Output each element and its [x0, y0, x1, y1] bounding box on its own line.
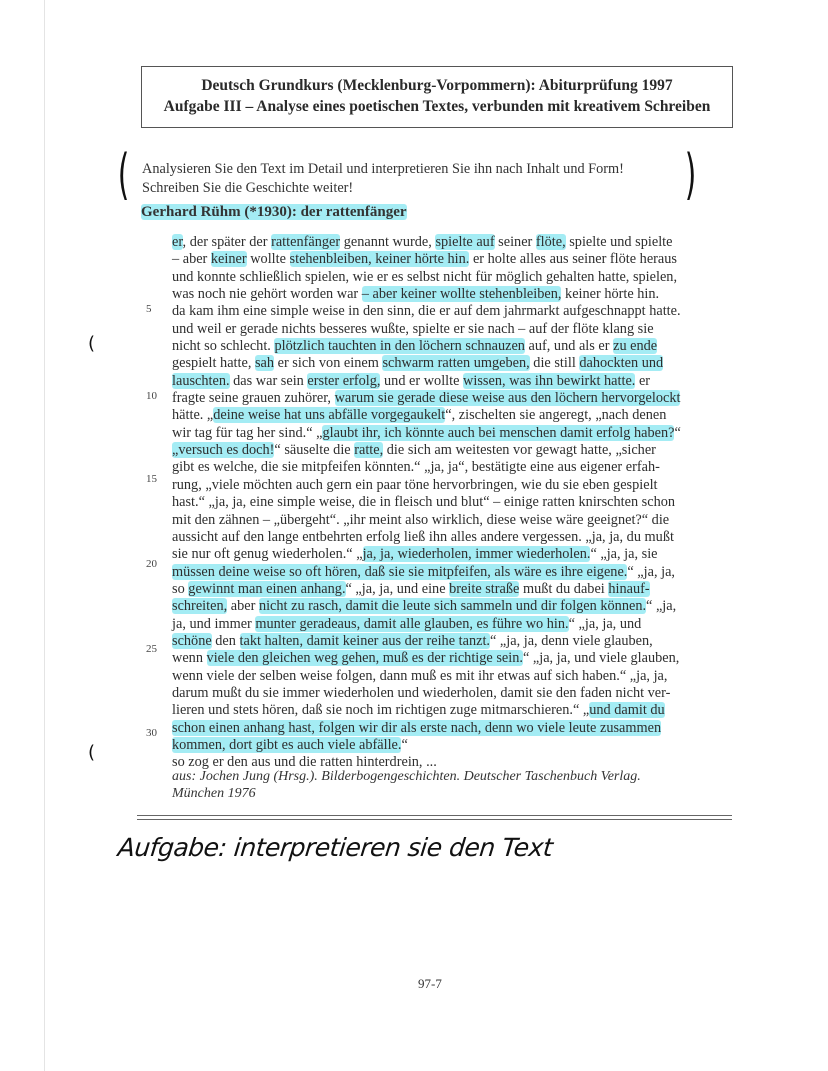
highlighted-text: schon einen anhang hast, folgen wir dir als erste nach, denn wo viele leute zusammen	[172, 719, 662, 736]
highlighted-text: rattenfänger	[271, 234, 341, 250]
text-segment: “, zischelten sie angeregt, „nach denen	[445, 407, 667, 424]
line-number-5: 5	[146, 303, 152, 315]
text-segment: seiner	[494, 234, 536, 250]
text-segment: “ säuselte die	[274, 442, 355, 459]
poem-line	[172, 598, 734, 615]
highlighted-text: warum sie gerade diese weise aus den löchern hervorgelockt	[334, 390, 681, 407]
highlighted-text: ja, ja, wiederholen, immer wiederholen.	[362, 546, 591, 563]
text-segment: und konnte schließlich spielen, wie er es selbst nicht für möglich gehalten hatte, spielen,	[172, 268, 678, 285]
poem-line	[172, 355, 734, 372]
divider-line	[137, 819, 732, 820]
text-segment: mit den zähnen – „übergeht“. „ihr meint also wirklich, diese weise wäre geeignet?“ die	[172, 511, 670, 528]
poem-line	[172, 650, 734, 667]
text-segment: so zog er den aus und die ratten hinterdrein, ...	[172, 754, 437, 771]
poem-line	[172, 425, 734, 442]
margin-mark: (	[88, 333, 96, 354]
text-segment: auf, und als er	[524, 338, 614, 355]
text-segment: “ „ja,	[646, 598, 677, 615]
highlighted-text: breite straße	[449, 580, 520, 597]
highlighted-text: ratte,	[354, 442, 384, 459]
divider-line	[137, 815, 732, 816]
highlighted-text: takt halten, damit keiner aus der reihe tanzt.	[239, 632, 490, 649]
text-segment: die still	[529, 355, 580, 372]
line-number-25: 25	[146, 643, 157, 655]
handwritten-task-note: Aufgabe: interpretieren sie den Text	[116, 833, 554, 862]
highlighted-text: müssen deine weise so oft hören, daß sie sie mitpfeifen, als wäre es ihre eigene.	[172, 563, 628, 580]
poem-line	[172, 668, 734, 685]
author-title	[141, 204, 407, 221]
poem-line	[172, 633, 734, 650]
poem-line	[172, 720, 734, 737]
text-segment: aussicht auf den lange entbehrten erfolg ließ ihn alles andere vergessen. „ja, ja, du mußt	[172, 528, 674, 545]
highlighted-text: schreiten,	[172, 598, 228, 615]
highlighted-text: spielte auf	[435, 234, 495, 250]
text-segment: fragte seine grauen zuhörer,	[172, 390, 335, 407]
poem-text	[172, 234, 734, 772]
poem-line	[172, 685, 734, 702]
poem-line	[172, 529, 734, 546]
margin-mark: (	[88, 742, 96, 763]
poem-line	[172, 564, 734, 581]
source-citation	[172, 768, 732, 802]
text-segment: “ „ja, ja, und eine	[345, 580, 450, 597]
text-segment: die sich am weitesten vor gewagt hatte, „sicher	[383, 442, 656, 459]
text-segment: nicht so schlecht.	[172, 338, 275, 355]
text-segment: keiner hörte hin.	[561, 286, 660, 303]
text-segment: rung, „viele möchten auch gern ein paar töne hervorbringen, wie du sie eben gespielt	[172, 476, 658, 493]
handwritten-paren-open: (	[117, 143, 130, 206]
poem-line	[172, 338, 734, 355]
text-segment: “ „ja, ja, und	[568, 615, 642, 632]
highlighted-text: schöne	[172, 632, 212, 649]
highlighted-text: sah	[254, 355, 275, 372]
poem-line	[172, 251, 734, 268]
highlighted-text: deine weise hat uns abfälle vorgegaukelt	[213, 407, 446, 424]
exam-header-line-2: Aufgabe III – Analyse eines poetischen Textes, verbunden mit kreativem Schreiben	[163, 98, 711, 115]
task-instructions	[142, 160, 702, 198]
text-segment: sie nur oft genug wiederholen.“ „	[172, 546, 363, 563]
highlighted-text: gewinnt man einen anhang.	[188, 580, 346, 597]
highlighted-text: hinauf-	[608, 580, 650, 597]
instruction-line-1: Analysieren Sie den Text im Detail und interpretieren Sie ihn nach Inhalt und Form!	[142, 161, 624, 177]
highlighted-text: „versuch es doch!	[172, 442, 275, 459]
line-number-30: 30	[146, 727, 157, 739]
poem-line	[172, 702, 734, 719]
text-segment: “ „ja, ja, sie	[590, 546, 658, 563]
text-segment: aber	[227, 598, 259, 615]
highlighted-text: – aber keiner wollte stehenbleiben,	[361, 286, 562, 303]
text-segment: – aber	[172, 251, 211, 268]
text-segment: wir tag für tag her sind.“ „	[172, 424, 323, 441]
handwritten-paren-close: )	[684, 143, 697, 206]
poem-line	[172, 373, 734, 390]
poem-line	[172, 477, 734, 494]
highlighted-text: munter geradeaus, damit alle glauben, es führe wo hin.	[255, 615, 569, 632]
page-edge	[44, 0, 45, 1071]
text-segment: genannt wurde,	[340, 234, 436, 250]
poem-line	[172, 286, 734, 303]
poem-line	[172, 616, 734, 633]
text-segment: wenn viele der selben weise folgen, dann muß es mit ihr etwas auf sich haben.“ „ja, ja,	[172, 667, 668, 684]
text-segment: so	[172, 580, 189, 597]
text-segment: “ „ja, ja, und viele glauben,	[522, 650, 680, 667]
text-segment: mußt du dabei	[519, 580, 609, 597]
highlighted-text: erster erfolg,	[307, 372, 381, 389]
text-segment: “ „ja, ja, denn viele glauben,	[490, 632, 653, 649]
text-segment: “	[674, 424, 681, 441]
text-segment: hast.“ „ja, ja, eine simple weise, die in fleisch und blut“ – einige ratten knirschten schon	[172, 494, 676, 511]
text-segment: er	[635, 372, 651, 389]
text-segment: “	[401, 736, 408, 753]
poem-line	[172, 407, 734, 424]
text-segment: spielte und spielte	[565, 234, 673, 250]
highlighted-text: schwarm ratten umgeben,	[382, 355, 530, 372]
exam-header-box	[141, 66, 733, 128]
poem-line	[172, 459, 734, 476]
author-title-text: Gerhard Rühm (*1930): der rattenfänger	[141, 204, 407, 220]
text-segment: er holte alles aus seiner flöte heraus	[469, 251, 677, 268]
page-number: 97-7	[418, 976, 442, 991]
text-segment: “ „ja, ja,	[627, 563, 675, 580]
text-segment: das war sein	[229, 372, 308, 389]
highlighted-text: zu ende	[613, 338, 658, 355]
highlighted-text: flöte,	[535, 234, 566, 250]
text-segment: da kam ihm eine simple weise in den sinn, die er auf dem jahrmarkt aufgeschnappt hatte.	[172, 303, 681, 320]
text-segment: den	[211, 632, 240, 649]
poem-line	[172, 303, 734, 320]
text-segment: ja, und immer	[172, 615, 256, 632]
text-segment: , der später der	[182, 234, 272, 250]
source-line-2: München 1976	[172, 786, 256, 801]
highlighted-text: lauschten.	[172, 372, 230, 389]
poem-line	[172, 269, 734, 286]
poem-line	[172, 321, 734, 338]
poem-line	[172, 390, 734, 407]
text-segment: darum mußt du sie immer wiederholen und wiederholen, damit sie den faden nicht ver-	[172, 684, 671, 701]
text-segment: was noch nie gehört worden war	[172, 286, 362, 303]
highlighted-text: glaubt ihr, ich könnte auch bei menschen damit erfolg haben?	[322, 424, 675, 441]
poem-line	[172, 234, 734, 251]
highlighted-text: stehenbleiben, keiner hörte hin.	[289, 251, 470, 268]
poem-line	[172, 494, 734, 511]
text-segment: er sich von einem	[274, 355, 383, 372]
highlighted-text: keiner	[210, 251, 247, 268]
text-segment: gibt es welche, die sie mitpfeifen könnten.“ „ja, ja“, bestätigte eine aus eigener erfah-	[172, 459, 660, 476]
text-segment: wenn	[172, 650, 207, 667]
highlighted-text: plötzlich tauchten in den löchern schnauzen	[274, 338, 525, 355]
poem-line	[172, 442, 734, 459]
poem-line	[172, 512, 734, 529]
text-segment: wollte	[246, 251, 290, 268]
text-segment: und weil er gerade nichts besseres wußte, spielte er sie nach – auf der flöte klang sie	[172, 320, 654, 337]
line-number-10: 10	[146, 390, 157, 402]
poem-line	[172, 737, 734, 754]
text-segment: hätte. „	[172, 407, 214, 424]
highlighted-text: kommen, dort gibt es auch viele abfälle.	[172, 736, 402, 753]
exam-header-line-1: Deutsch Grundkurs (Mecklenburg-Vorpommern): Abiturprüfung 1997	[201, 77, 673, 94]
text-segment: lieren und stets hören, daß sie noch im richtigen zuge mitmarschieren.“ „	[172, 702, 590, 719]
line-number-20: 20	[146, 558, 157, 570]
highlighted-text: dahockten und	[579, 355, 664, 372]
poem-line	[172, 546, 734, 563]
source-line-1: aus: Jochen Jung (Hrsg.). Bilderbogengeschichten. Deutscher Taschenbuch Verlag.	[172, 769, 641, 784]
highlighted-text: viele den gleichen weg gehen, muß es der richtige sein.	[206, 650, 523, 667]
text-segment: gespielt hatte,	[172, 355, 255, 372]
highlighted-text: er	[172, 234, 183, 250]
highlighted-text: und damit du	[589, 702, 665, 719]
highlighted-text: wissen, was ihn bewirkt hatte.	[463, 372, 636, 389]
line-number-15: 15	[146, 473, 157, 485]
text-segment: und er wollte	[380, 372, 464, 389]
highlighted-text: nicht zu rasch, damit die leute sich sammeln und dir folgen können.	[258, 598, 647, 615]
instruction-line-2: Schreiben Sie die Geschichte weiter!	[142, 180, 354, 196]
poem-line	[172, 581, 734, 598]
